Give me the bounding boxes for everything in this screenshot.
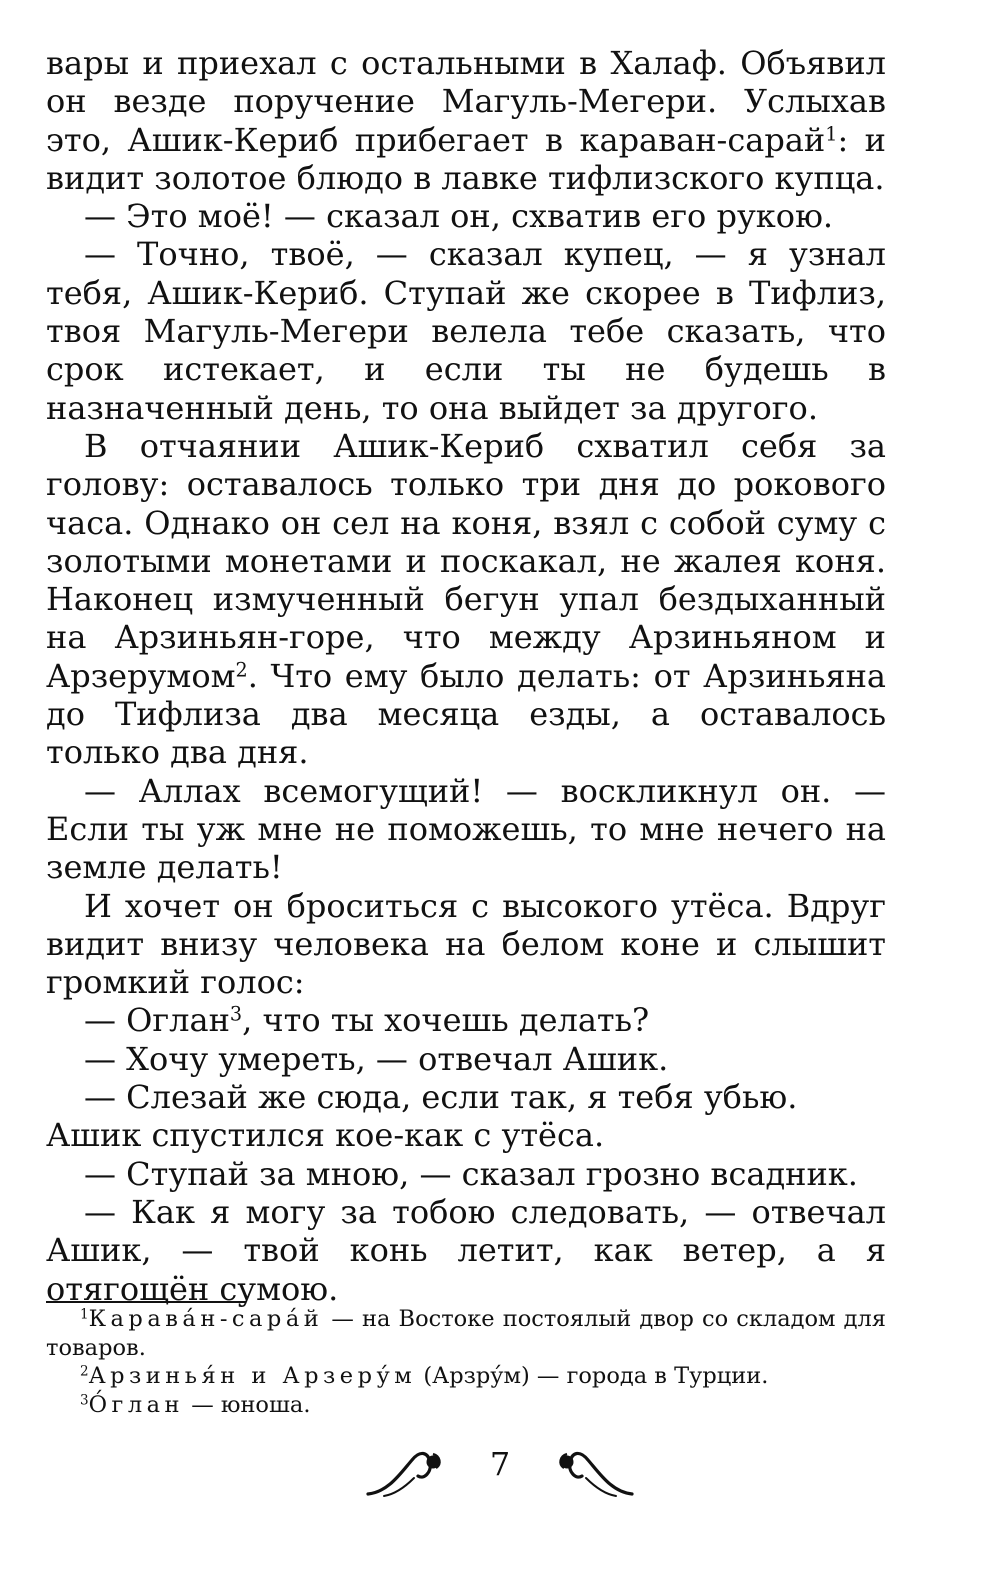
paragraph-7: [46, 1001, 886, 1039]
paragraph-text: — Оглан: [84, 1001, 230, 1040]
paragraph-text-tail: : и видит золотое блюдо в лавке тифлизского купца.: [46, 120, 887, 197]
paragraph-11: [46, 1155, 886, 1193]
paragraph-8: [46, 1040, 886, 1078]
footnote-ref-3: 3: [229, 1002, 243, 1026]
footnote-term: О́глан: [88, 1391, 185, 1418]
main-text: [46, 44, 886, 1308]
paragraph-text: И хочет он броситься с высокого утёса. Вдруг видит внизу человека на белом коне и слышит громкий голос:: [46, 886, 886, 1002]
paragraph-6: [46, 887, 886, 1002]
paragraph-4: [46, 427, 886, 772]
footnote-1: [46, 1305, 886, 1362]
paragraph-text-tail: . Что ему было делать: от Арзиньяна до Тифлиза два месяца езды, а оставалось только два дня.: [46, 656, 886, 772]
paragraph-text: — Хочу умереть, — отвечал Ашик.: [84, 1039, 669, 1078]
paragraph-text: — Ступай за мною, — сказал грозно всадник.: [84, 1154, 858, 1193]
paragraph-text-tail: , что ты хочешь делать?: [242, 1001, 650, 1040]
paragraph-5: [46, 772, 886, 887]
paragraph-12: [46, 1193, 886, 1308]
footnotes: [46, 1305, 886, 1419]
footnote-3: [46, 1391, 886, 1420]
paragraph-1: [46, 44, 886, 197]
paragraph-text: Ашик спустился кое-как с утёса.: [46, 1116, 605, 1155]
footnote-text: (Арзру́м) — города в Турции.: [416, 1363, 769, 1389]
footnote-text: — юноша.: [184, 1391, 311, 1418]
page-number-ornament: [340, 1430, 660, 1510]
footnote-term: Карава́н-сара́й: [88, 1306, 324, 1332]
paragraph-text: — Слезай же сюда, если так, я тебя убью.: [84, 1078, 798, 1117]
paragraph-text: — Точно, твоё, — сказал купец, — я узнал тебя, Ашик-Кериб. Ступай же скорее в Тифлиз, твоя Магуль-Мегери велела тебе сказать, что срок истекает, и если ты не будешь в назначенный день, то она выйдет за другого.: [46, 235, 886, 427]
footnote-text: — на Востоке постоялый двор со складом для товаров.: [46, 1306, 886, 1361]
paragraph-text: — Это моё! — сказал он, схватив его рукою.: [84, 197, 834, 236]
paragraph-text: вары и приехал с остальными в Халаф. Объявил он везде поручение Магуль-Мегери. Услыхав это, Ашик-Кериб прибегает в караван-сарай: [46, 44, 886, 159]
footnote-term: Арзинья́н и Арзеру́м: [88, 1363, 417, 1389]
footnote-ref-1: 1: [825, 122, 838, 146]
page-number: 7: [489, 1445, 511, 1483]
footnote-ref-2: 2: [235, 658, 248, 682]
footnote-2: [46, 1362, 886, 1391]
paragraph-2: [46, 197, 886, 235]
paragraph-10: [46, 1116, 886, 1154]
footnote-number: 1: [80, 1306, 89, 1323]
paragraph-text: В отчаянии Ашик-Кериб схватил себя за голову: оставалось только три дня до рокового часа. Однако он сел на коня, взял с собой суму с золотыми монетами и поскакал, не жалея коня. Наконец измученный бегун упал бездыханный на Арзиньян-горе, что между Арзиньяном и Арзерумом: [46, 426, 886, 695]
footnote-separator: [46, 1301, 246, 1303]
footnote-number: 3: [80, 1392, 89, 1409]
paragraph-3: [46, 235, 886, 426]
paragraph-text: — Аллах всемогущий! — воскликнул он. — Если ты уж мне не поможешь, то мне нечего на земле делать!: [46, 771, 886, 887]
footnote-number: 2: [80, 1363, 89, 1380]
paragraph-text: — Как я могу за тобою следовать, — отвечал Ашик, — твой конь летит, как ветер, а я отягощён сумою.: [46, 1192, 886, 1308]
paragraph-9: [46, 1078, 886, 1116]
